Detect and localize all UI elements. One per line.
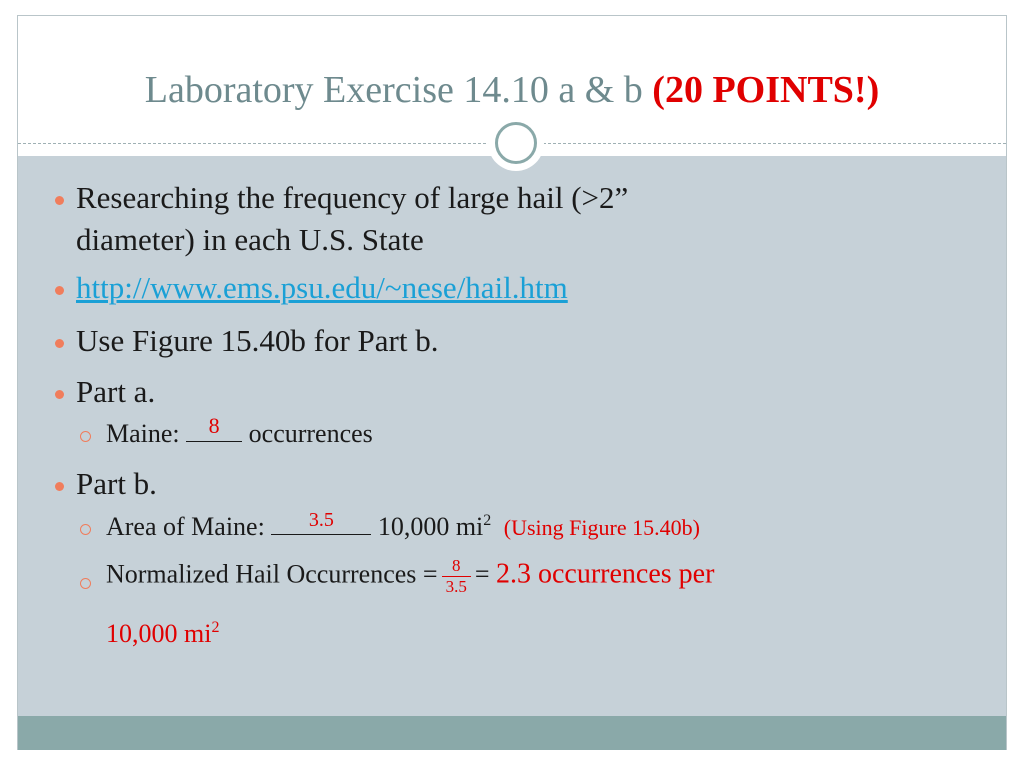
- normalized-fraction: [442, 556, 471, 597]
- sub-bullet-icon: [80, 578, 91, 589]
- normalized-result-line2: [106, 619, 219, 649]
- part-b-heading: Part b.: [76, 466, 157, 501]
- maine-occurrences-line: [106, 413, 373, 449]
- bullet-icon: [55, 390, 64, 399]
- maine-label: Maine:: [106, 419, 180, 448]
- maine-blank: [186, 413, 242, 442]
- normalized-line: [106, 556, 714, 597]
- bullet-research-line1: Researching the frequency of large hail (>2”: [76, 180, 629, 215]
- area-note: (Using Figure 15.40b): [503, 515, 700, 540]
- normalized-result-line1: 2.3 occurrences per: [496, 558, 715, 590]
- normalized-result-unit: 10,000 mi: [106, 619, 212, 648]
- hail-link[interactable]: http://www.ems.psu.edu/~nese/hail.htm: [76, 270, 568, 305]
- title-main: Laboratory Exercise 14.10 a & b: [144, 69, 643, 111]
- bullet-icon: [55, 286, 64, 295]
- fraction-numerator: 8: [442, 556, 471, 577]
- footer-band: [18, 716, 1006, 750]
- area-answer: 3.5: [308, 509, 334, 531]
- normalized-label: Normalized Hail Occurrences =: [106, 559, 438, 589]
- fraction-denominator: 3.5: [445, 577, 467, 596]
- area-blank: [271, 509, 371, 535]
- maine-answer: 8: [208, 413, 220, 438]
- area-unit: 10,000 mi: [377, 512, 484, 541]
- area-unit-sup: 2: [483, 512, 492, 529]
- bullet-figure-note: Use Figure 15.40b for Part b.: [76, 323, 439, 358]
- equals-sign: =: [474, 559, 490, 589]
- bullet-icon: [55, 482, 64, 491]
- title-points: (20 POINTS!): [652, 69, 880, 111]
- bullet-research-line2: diameter) in each U.S. State: [76, 222, 424, 257]
- area-label: Area of Maine:: [106, 512, 265, 541]
- maine-suffix: occurrences: [248, 419, 373, 448]
- sub-bullet-icon: [80, 431, 91, 442]
- sub-bullet-icon: [80, 524, 91, 535]
- divider-ring: [495, 122, 537, 164]
- slide: [17, 15, 1007, 750]
- slide-title: [18, 68, 1006, 112]
- bullet-icon: [55, 196, 64, 205]
- part-a-heading: Part a.: [76, 374, 156, 409]
- area-line: [106, 509, 700, 542]
- bullet-icon: [55, 339, 64, 348]
- normalized-result-sup: 2: [211, 619, 220, 636]
